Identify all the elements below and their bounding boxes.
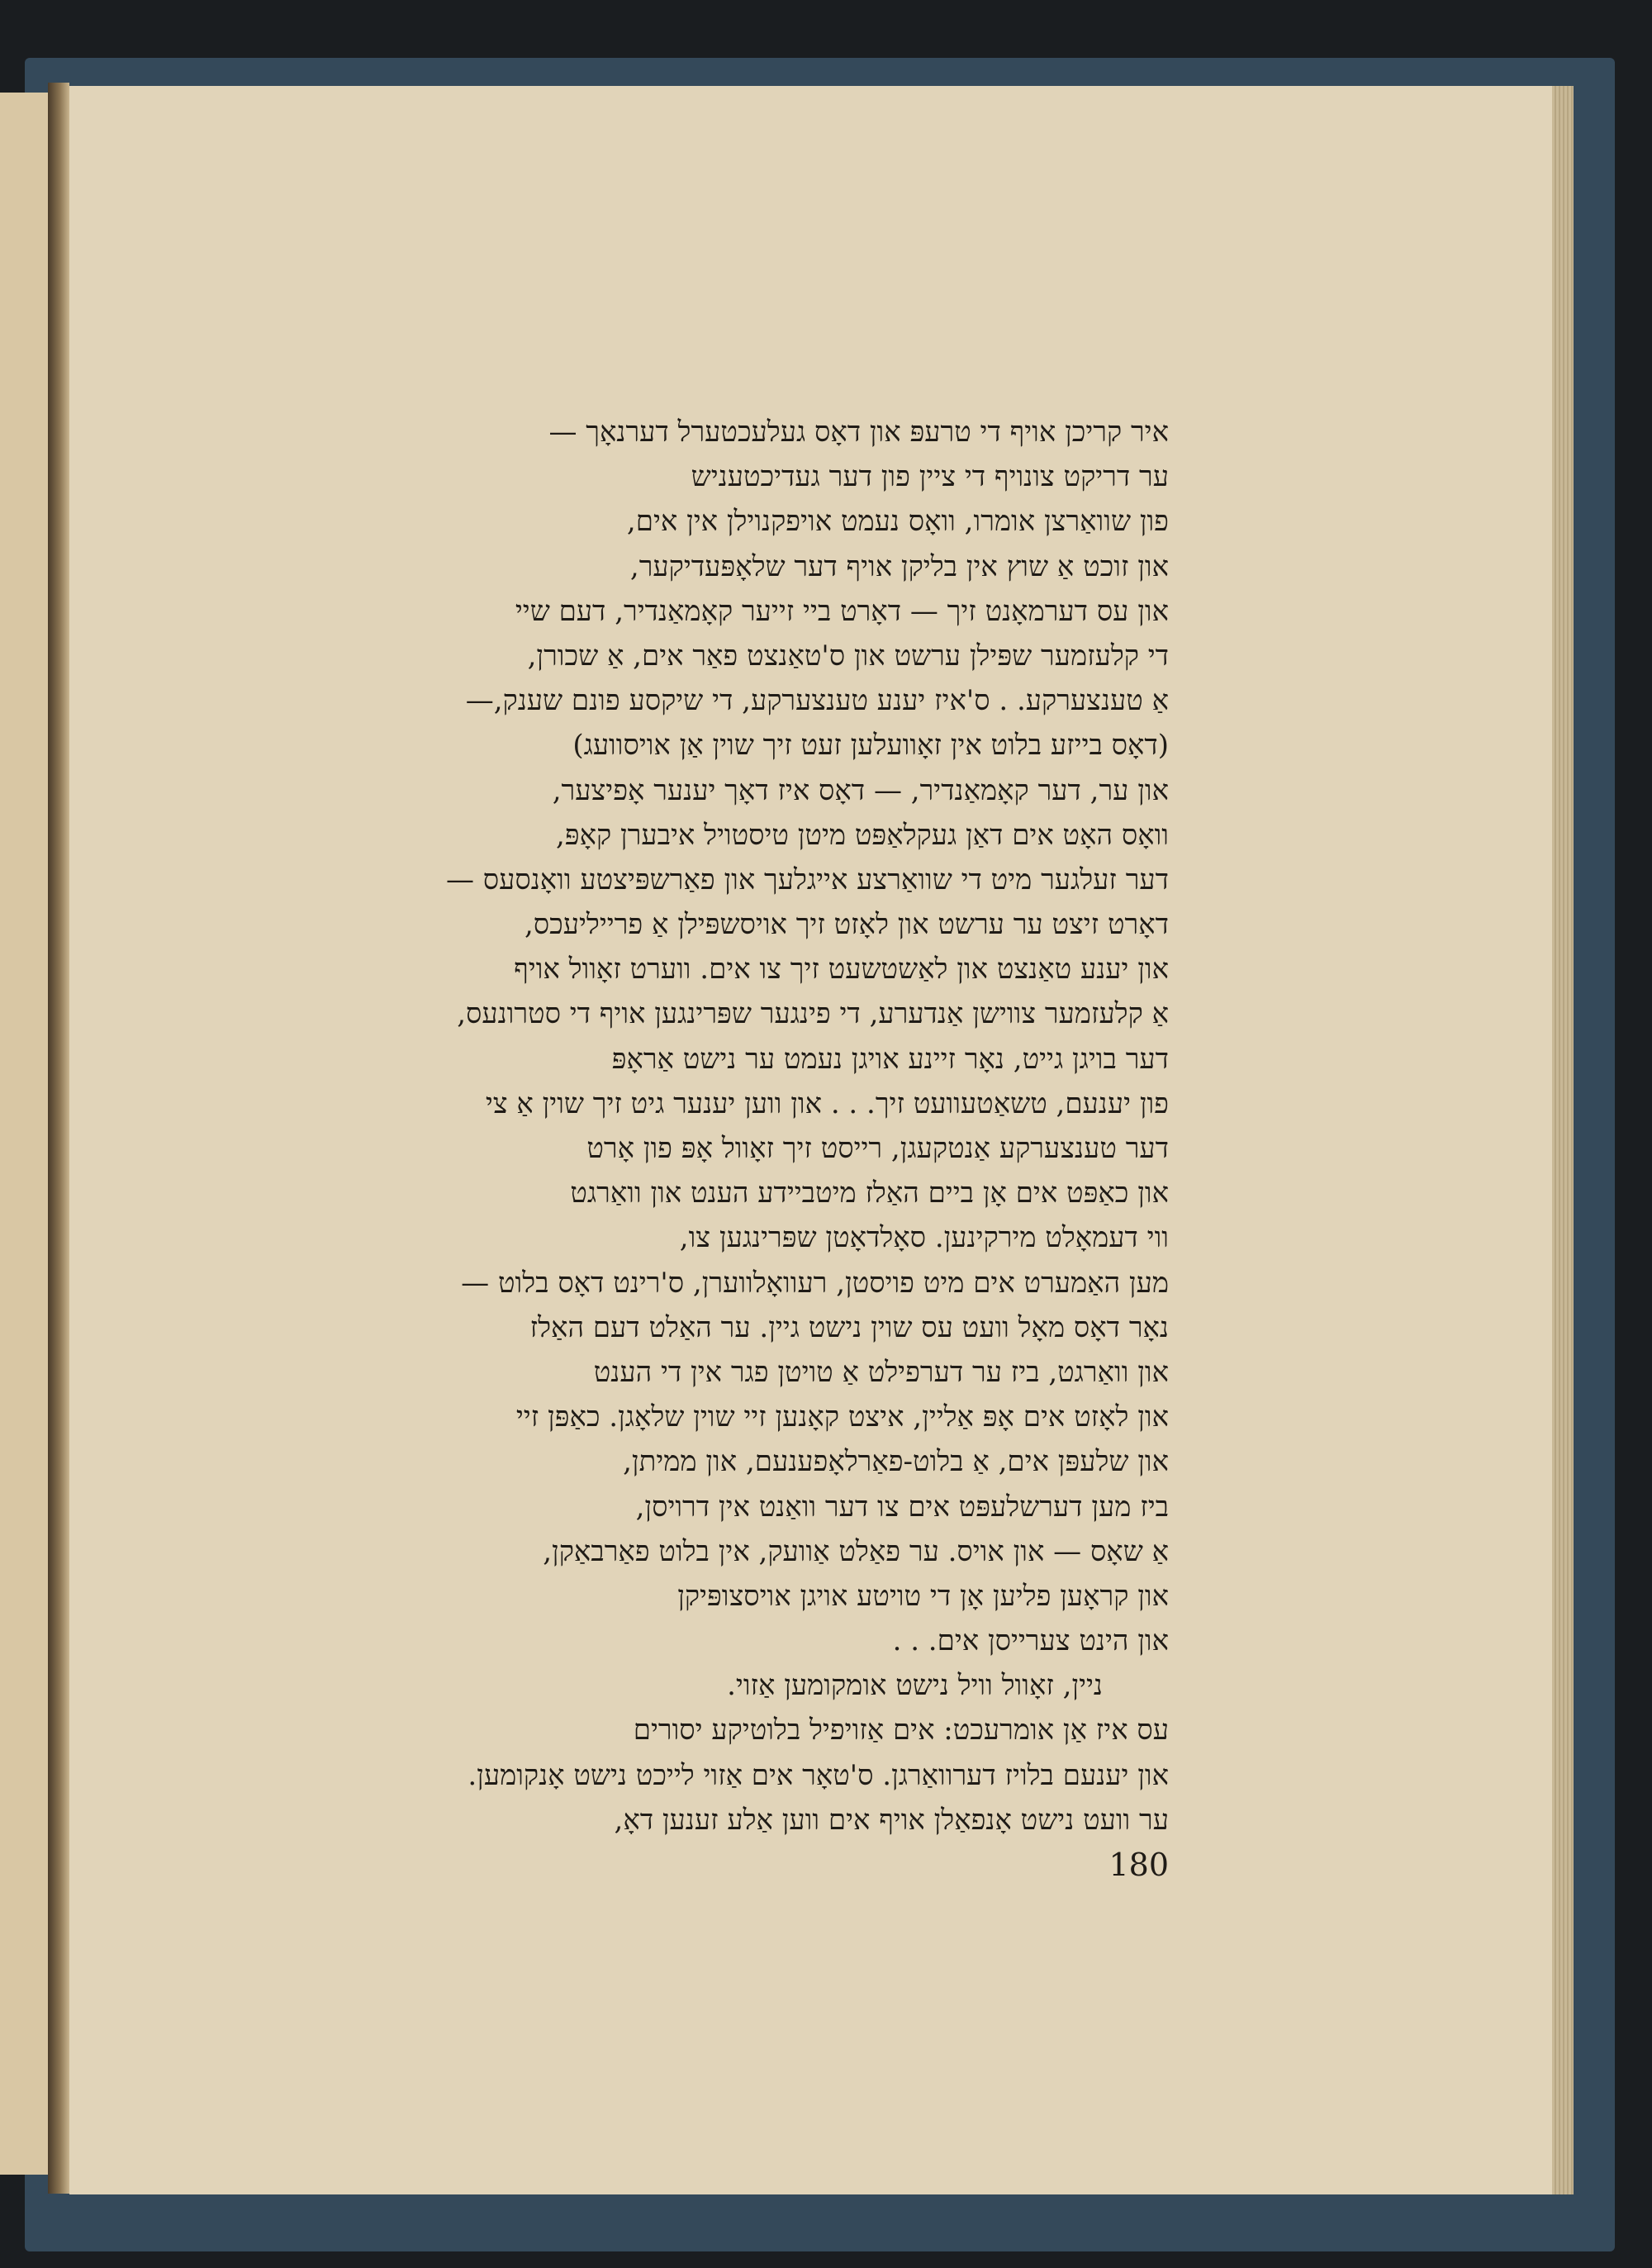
text-line: נאָר דאָס מאָל וועט עס שוין נישט גיין. ער האַלט דעם האַלז (529, 1310, 1169, 1344)
text-line: און יענע טאַנצט און לאַשטשעט זיך צו אים. ווערט זאָוול אויף (514, 953, 1169, 987)
text-line: ער וועט נישט אָנפאַלן אויף אים ווען אַלע זענען דאָ, (614, 1803, 1169, 1837)
book-gutter (48, 83, 69, 2194)
text-line: (דאָס בייזע בלוט אין זאָוועלען זעט זיך שוין אַן אויסוועג) (572, 729, 1169, 763)
left-page-edge (0, 93, 48, 2175)
text-line: ווי דעמאָלט מירקינען. סאָלדאָטן שפּרינגען צו, (679, 1221, 1169, 1255)
text-line: און יענעם בלויז דערוואַרגן. ס'טאָר אים אַזוי לייכט נישט אָנקומען. (468, 1758, 1169, 1792)
text-line: און זוכט אַ שוץ אין בליקן אויף דער שלאָפּעדיקער, (629, 549, 1169, 583)
text-line: און עס דערמאָנט זיך — דאָרט ביי זייער קאָמאַנדיר, דעם שיי (515, 594, 1169, 628)
text-line: דאָרט זיצט ער ערשט און לאָזט זיך אויסשפּילן אַ פרייליעכס, (525, 908, 1169, 942)
text-line: און וואַרגט, ביז ער דערפילט אַ טויטן פגר אין די הענט (593, 1355, 1169, 1389)
text-line: אַ שאָס — און אויס. ער פאַלט אַוועק, אין בלוט פאַרבאַקן, (543, 1534, 1169, 1568)
text-line: אַ טענצערקע. . ס'איז יענע טענצערקע, די שיקסע פונם שענק,— (465, 684, 1169, 718)
text-line: איר קריכן אויף די טרעפּ און דאָס געלעכטערל דערנאָך — (548, 416, 1169, 449)
text-line: ניין, זאָוול וויל נישט אומקומען אַזוי. (727, 1669, 1103, 1703)
text-line: ביז מען דערשלעפּט אים צו דער וואַנט אין דרויסן, (635, 1490, 1169, 1524)
poem-text (223, 410, 1169, 1842)
text-line: פון שוואַרצן אומרו, וואָס נעמט אויפקנוילן אין אים, (626, 505, 1169, 539)
text-line: דער בויגן גייט, נאָר זיינע אויגן נעמט ער נישט אַראָפּ (611, 1042, 1169, 1076)
text-line: און שלעפּן אים, אַ בלוט-פאַרלאָפענעם, און ממיתן, (623, 1445, 1169, 1479)
text-line: און כאַפּט אים אָן ביים האַלז מיטביידע הענט און וואַרגט (570, 1177, 1169, 1210)
text-line: פון יענעם, טשאַטעוועט זיך. . . און ווען יענער גיט זיך שוין אַ צי (485, 1086, 1169, 1120)
text-line: ער דריקט צונויף די ציין פון דער געדיכטעניש (691, 460, 1169, 494)
page-stack-edges (1552, 86, 1574, 2194)
text-line: און ער, דער קאָמאַנדיר, — דאָס איז דאָך יענער אָפיצער, (552, 773, 1169, 807)
text-line: די קלעזמער שפּילן ערשט און ס'טאַנצט פאַר אים, אַ שכורן, (527, 639, 1169, 673)
text-line: עס איז אַן אומרעכט: אים אַזויפיל בלוטיקע יסורים (633, 1714, 1169, 1747)
text-line: מען האַמערט אים מיט פויסטן, רעוואָלווערן, ס'רינט דאָס בלוט — (461, 1266, 1169, 1300)
text-line: און לאָזט אים אָפּ אַליין, איצט קאָנען זיי שוין שלאָגן. כאַפּן זיי (515, 1400, 1169, 1434)
text-line: וואָס האָט אים דאַן געקלאַפּט מיטן טיסטויל איבערן קאָפּ, (555, 818, 1169, 852)
text-line: דער זעלגער מיט די שוואַרצע אייגלעך און פאַרשפּיצטע וואָנסעס — (445, 863, 1169, 896)
page-number: 180 (1108, 1847, 1169, 1883)
text-line: דער טענצערקע אַנטקעגן, רייסט זיך זאָוול אָפּ פון אָרט (586, 1132, 1169, 1165)
text-line: אַ קלעזמער צווישן אַנדערע, די פינגער שפּרינגען אויף די סטרונעס, (457, 997, 1169, 1031)
text-line: און הינט צערייסן אים. . . (892, 1624, 1169, 1658)
text-line: און קראָען פליען אָן די טויטע אויגן אויסצופּיקן (677, 1579, 1169, 1613)
